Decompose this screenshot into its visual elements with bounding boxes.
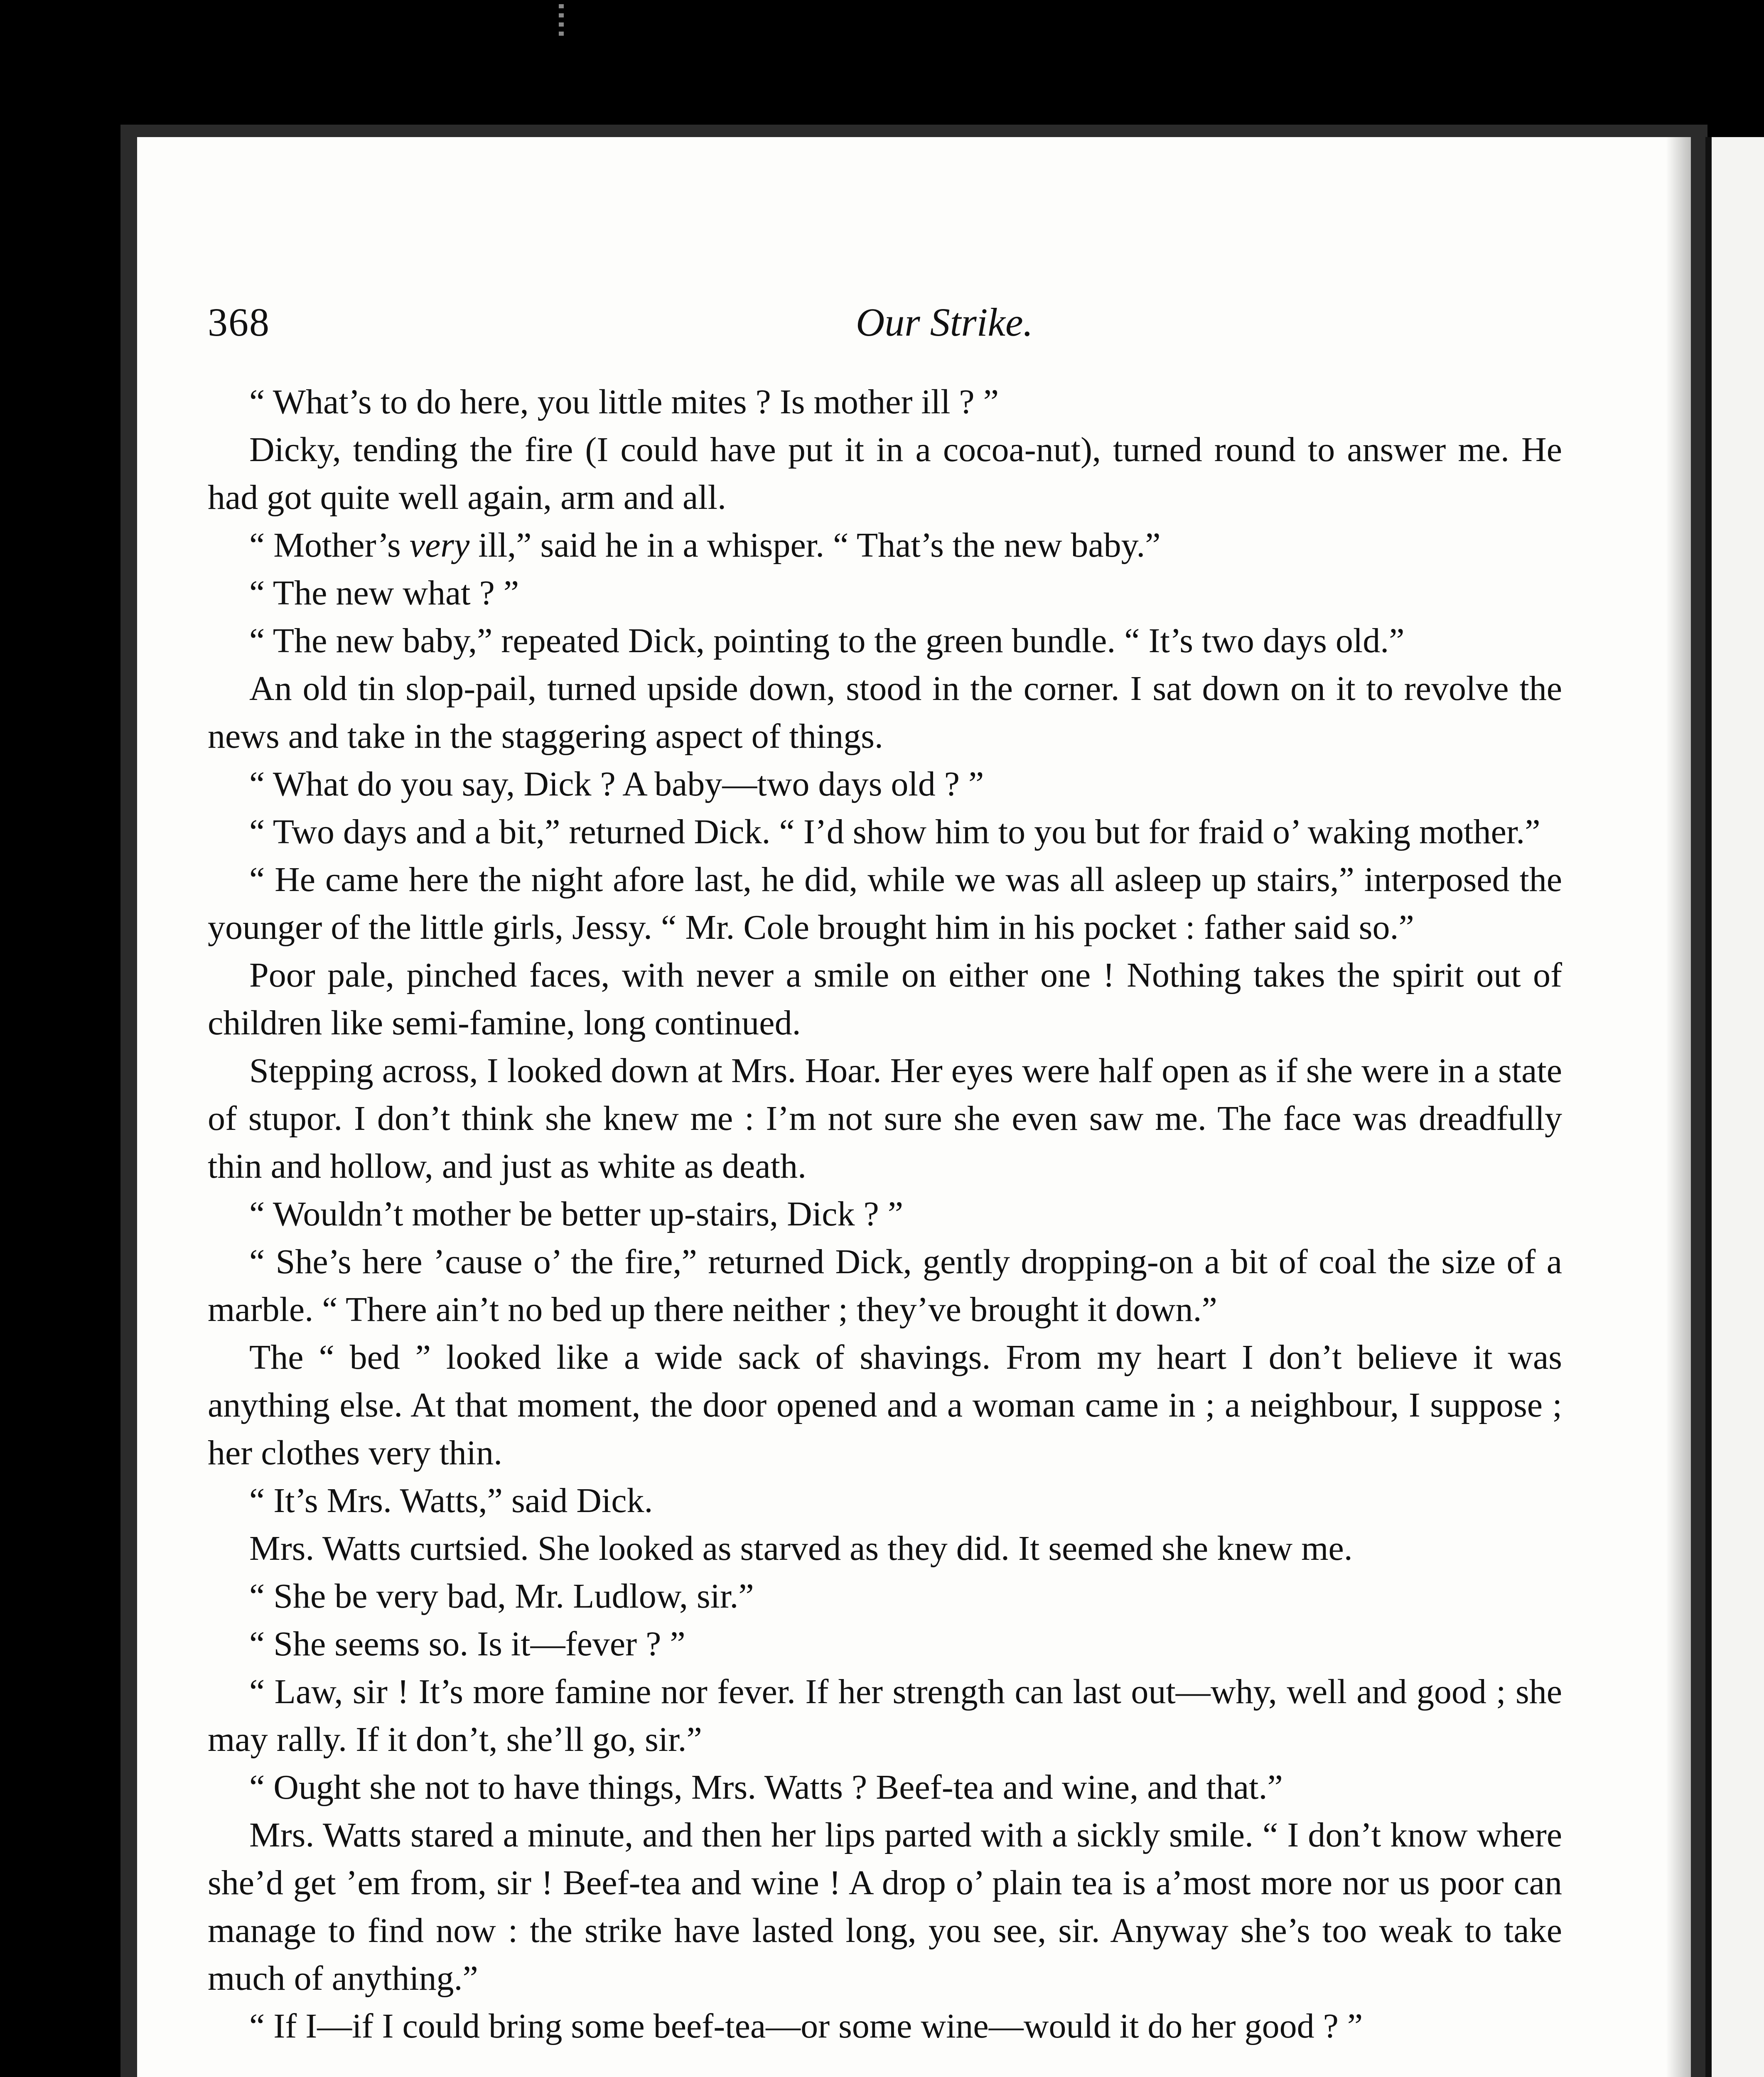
paragraph: Dicky, tending the fire (I could have put it in a cocoa-nut), turned round to answer me. He had got quite well again, arm and all. <box>208 430 1562 517</box>
paragraph: The “ bed ” looked like a wide sack of shavings. From my heart I don’t believe it was anything else. At that moment, the door opened and a woman came in ; a neighbour, I suppose ; her clothes very thin. <box>208 1338 1562 1472</box>
paragraph: “ He came here the night afore last, he did, while we was all asleep up stairs,” interposed the younger of the little girls, Jessy. “ Mr. Cole brought him in his pocket : father said so.” <box>208 860 1562 947</box>
facing-page-edge <box>1712 137 1764 2077</box>
binding-marks <box>559 4 564 37</box>
paragraph: “ She seems so. Is it—fever ? ” <box>249 1625 685 1663</box>
paragraph: Poor pale, pinched faces, with never a smile on either one ! Nothing takes the spirit out of children like semi-famine, long continued. <box>208 956 1562 1042</box>
paragraph: Mrs. Watts stared a minute, and then her lips parted with a sickly smile. “ I don’t know where she’d get ’em from, sir ! Beef-tea and wine ! A drop o’ plain tea is a’most more nor us poor can manage to find now : the strike have lasted long, you see, sir. Anyway she’s too weak to take much of anything.” <box>208 1816 1562 1998</box>
page-shadow <box>1666 137 1691 2077</box>
body-text <box>208 378 1562 2050</box>
paragraph: “ What’s to do here, you little mites ? Is mother ill ? ” <box>249 383 999 421</box>
paragraph: “ Ought she not to have things, Mrs. Watts ? Beef-tea and wine, and that.” <box>249 1768 1283 1807</box>
page-header <box>208 299 1562 349</box>
paragraph: “ She’s here ’cause o’ the fire,” returned Dick, gently dropping-on a bit of coal the size of a marble. “ There ain’t no bed up there neither ; they’ve brought it down.” <box>208 1242 1562 1329</box>
paragraph: “ The new baby,” repeated Dick, pointing to the green bundle. “ It’s two days old.” <box>249 621 1405 660</box>
paragraph: Stepping across, I looked down at Mrs. Hoar. Her eyes were half open as if she were in a state of stupor. I don’t think she knew me : I’m not sure she even saw me. The face was dreadfully thin and hollow, and just as white as death. <box>208 1051 1562 1186</box>
paragraph: Mrs. Watts curtsied. She looked as starved as they did. It seemed she knew me. <box>249 1529 1353 1568</box>
paragraph: “ She be very bad, Mr. Ludlow, sir.” <box>249 1577 754 1615</box>
paragraph: “ If I—if I could bring some beef-tea—or some wine—would it do her good ? ” <box>249 2007 1363 2045</box>
running-title: Our Strike. <box>856 300 1033 344</box>
paragraph: “ What do you say, Dick ? A baby—two days old ? ” <box>249 765 984 803</box>
paragraph: “ Law, sir ! It’s more famine nor fever. If her strength can last out—why, well and good ; she may rally. If it don’t, she’ll go, sir.” <box>208 1672 1562 1759</box>
paragraph: An old tin slop-pail, turned upside down, stood in the corner. I sat down on it to revolve the news and take in the staggering aspect of things. <box>208 669 1562 756</box>
page-number: 368 <box>208 300 270 344</box>
paragraph: “ The new what ? ” <box>249 574 519 612</box>
paragraph: “ It’s Mrs. Watts,” said Dick. <box>249 1481 653 1520</box>
paragraph: “ Mother’s very ill,” said he in a whisper. “ That’s the new baby.” <box>249 526 1161 565</box>
paragraph: “ Two days and a bit,” returned Dick. “ I’d show him to you but for fraid o’ waking mother.” <box>249 813 1540 851</box>
paragraph: “ Wouldn’t mother be better up-stairs, Dick ? ” <box>249 1195 904 1233</box>
